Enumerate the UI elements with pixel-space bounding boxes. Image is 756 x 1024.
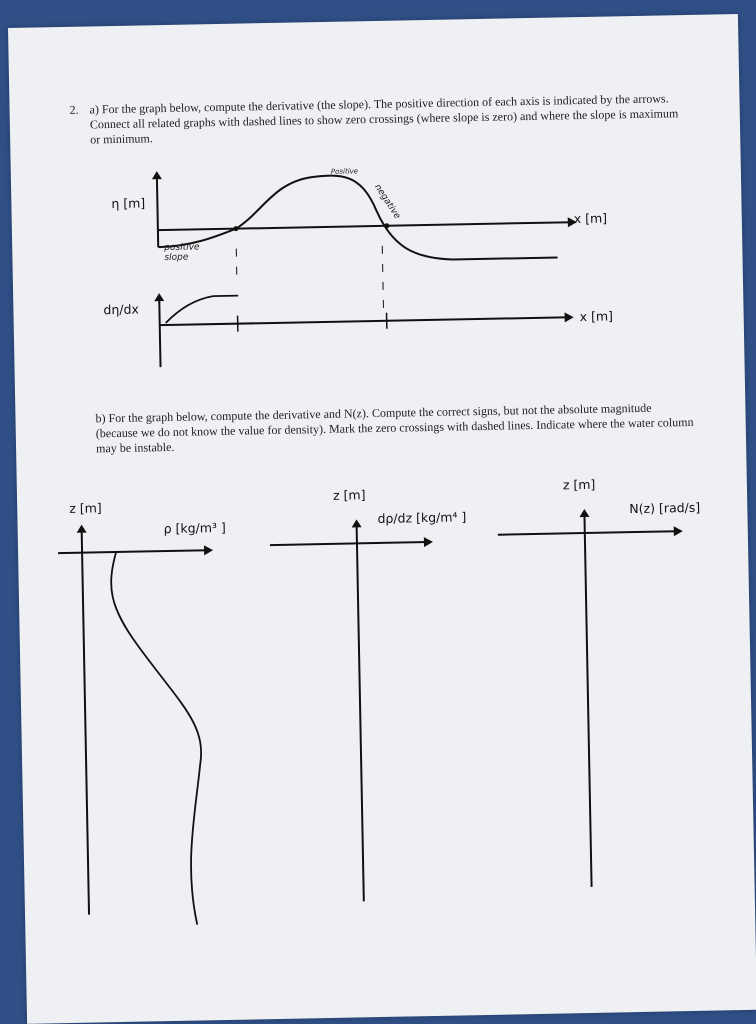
rho-axis bbox=[58, 550, 208, 553]
drho-z-axis bbox=[357, 523, 364, 901]
n-z-label: z [m] bbox=[562, 476, 596, 493]
rho-z-axis bbox=[82, 529, 89, 915]
drho-axis bbox=[270, 542, 428, 545]
rho-z-arrow bbox=[77, 525, 87, 533]
annotation-positive-slope: positive slope bbox=[164, 242, 200, 264]
n-arrow bbox=[674, 526, 683, 536]
rho-arrow bbox=[204, 545, 213, 555]
rho-label: ρ [kg/m³ ] bbox=[163, 519, 226, 537]
x-axis-label-top: x [m] bbox=[573, 210, 608, 227]
annotation-negative: negative bbox=[372, 182, 403, 221]
drho-label: dρ/dz [kg/m⁴ ] bbox=[377, 509, 467, 526]
part-a-instructions: a) For the graph below, compute the derivative (the slope). The positive direction of each axis is indicated by the arrows. Connect all related graphs with dashed lines to show zero crossings (where slope is zero) and where the slope is maximum or minimum. bbox=[89, 91, 679, 147]
deriv-axis-label: dη/dx bbox=[103, 301, 139, 318]
n-z-arrow bbox=[579, 509, 589, 517]
n-axis bbox=[498, 531, 678, 534]
worksheet-page bbox=[8, 14, 756, 1024]
drho-z-arrow bbox=[351, 519, 361, 527]
annotation-positive: Positive bbox=[330, 167, 359, 176]
part-b-instructions: b) For the graph below, compute the derivative and N(z). Compute the correct signs, but not the absolute magnitude (because we do not know the value for density). Mark the zero crossings with dashed lines. Indicate where the water column may be instable. bbox=[95, 400, 694, 456]
drho-z-label: z [m] bbox=[332, 487, 366, 503]
question-number: 2. bbox=[69, 102, 79, 117]
rho-curve bbox=[111, 550, 205, 926]
x-axis-label-bottom: x [m] bbox=[579, 308, 614, 325]
drho-arrow bbox=[424, 537, 433, 547]
eta-axis-label: η [m] bbox=[111, 195, 146, 212]
n-z-axis bbox=[584, 513, 591, 887]
rho-z-label: z [m] bbox=[69, 500, 102, 516]
n-label: N(z) [rad/s] bbox=[629, 499, 701, 517]
